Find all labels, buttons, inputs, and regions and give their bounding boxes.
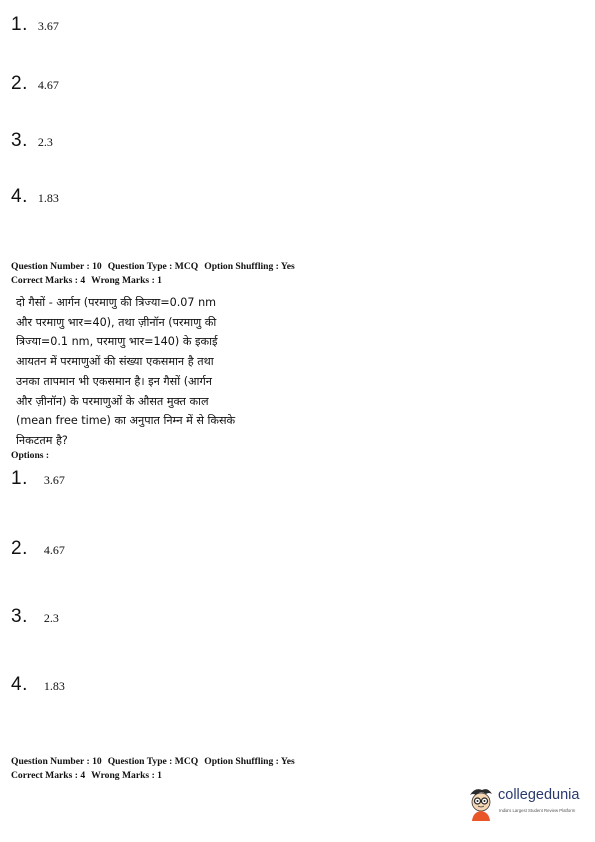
question-line: और ज़ीनॉन) के परमाणुओं के औसत मुक्त काल: [16, 394, 209, 408]
option-4: [11, 674, 65, 696]
options-label: Options :: [11, 450, 50, 461]
question-line: आयतन में परमाणुओं की संख्या एकसमान है तथा: [16, 355, 214, 369]
option-number: 3.: [11, 130, 28, 151]
question-line: निकटतम है?: [16, 433, 68, 447]
question-number: Question Number : 10: [11, 756, 102, 767]
option-number: 4.: [11, 674, 28, 695]
option-value: 4.67: [37, 78, 59, 92]
option-value: 3.67: [43, 473, 65, 487]
option-2: [11, 538, 65, 560]
question-meta: [11, 260, 301, 288]
top-option-2: [11, 73, 59, 95]
option-3: [11, 606, 59, 628]
collegedunia-logo: [466, 786, 590, 826]
option-value: 2.3: [37, 135, 53, 149]
top-option-1: [11, 14, 59, 36]
option-shuffling: Option Shuffling : Yes: [204, 756, 295, 767]
option-number: 2.: [11, 538, 28, 559]
wrong-marks: Wrong Marks : 1: [91, 770, 162, 781]
question-meta-line-1: [11, 260, 301, 274]
question-line: उनका तापमान भी एकसमान है। इन गैसों (आर्गन: [16, 374, 212, 388]
question-line: और परमाणु भार=40), तथा ज़ीनॉन (परमाणु की: [16, 315, 217, 329]
option-number: 3.: [11, 606, 28, 627]
option-1: [11, 468, 65, 490]
option-number: 1.: [11, 14, 28, 35]
next-question-meta: [11, 755, 301, 783]
option-number: 1.: [11, 468, 28, 489]
question-type: Question Type : MCQ: [107, 261, 199, 272]
option-number: 4.: [11, 186, 28, 207]
mascot-icon: [466, 786, 496, 822]
option-value: 1.83: [37, 191, 59, 205]
question-meta-line-2: [11, 769, 301, 783]
logo-name: collegedunia: [498, 787, 580, 803]
option-number: 2.: [11, 73, 28, 94]
correct-marks: Correct Marks : 4: [11, 275, 86, 286]
option-shuffling: Option Shuffling : Yes: [204, 261, 295, 272]
wrong-marks: Wrong Marks : 1: [91, 275, 162, 286]
logo-tagline: India's Largest Student Review Platform: [499, 808, 576, 813]
question-meta-line-2: [11, 274, 301, 288]
question-meta-line-1: [11, 755, 301, 769]
option-value: 2.3: [43, 611, 59, 625]
question-line: (mean free time) का अनुपात निम्न में से किसके: [16, 414, 236, 428]
option-value: 4.67: [43, 543, 65, 557]
question-line: दो गैसों - आर्गन (परमाणु की त्रिज्या=0.07 nm: [16, 296, 217, 309]
correct-marks: Correct Marks : 4: [11, 770, 86, 781]
top-option-3: [11, 130, 53, 152]
question-line: त्रिज्या=0.1 nm, परमाणु भार=140) के इकाई: [16, 335, 218, 349]
top-option-4: [11, 186, 59, 208]
question-type: Question Type : MCQ: [107, 756, 199, 767]
option-value: 1.83: [43, 679, 65, 693]
question-number: Question Number : 10: [11, 261, 102, 272]
option-value: 3.67: [37, 19, 59, 33]
question-text: [16, 293, 266, 451]
